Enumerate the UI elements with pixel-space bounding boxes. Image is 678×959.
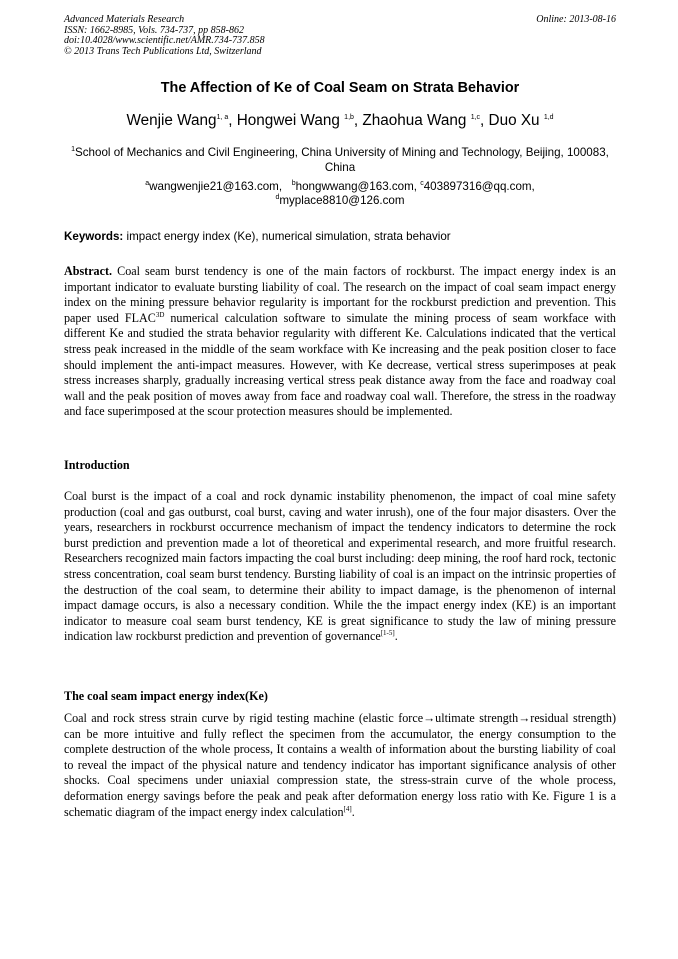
copyright-line: © 2013 Trans Tech Publications Ltd, Switzerland [64,45,262,57]
author-list [64,112,616,130]
email-list [64,180,616,208]
journal-header [64,15,616,57]
citation: [4] [343,804,352,813]
abstract-text-2: numerical calculation software to simulate the mining process of seam workface with different Ke and studied the strata behavior regularity with different Ke. Calculations indicated that the vertical stress peak increased in the middle of the seam workface with Ke increasing and the peak position closer to face should implement the anti-impact measures. However, with Ke decrease, vertical stress superimposes at peak stress increases sharply, gradually increasing vertical stress peak distance away from the face and roadway coal wall and the peak position of moves away from face and roadway coal wall. Therefore, the stress in the roadway and face superimposed at the scour protection measures should be implemented. [64,310,616,419]
doi-line: doi:10.4028/www.scientific.net/AMR.734-737.858 [64,35,265,46]
author-sep: , [480,112,489,129]
author-sep: , [353,112,363,129]
introduction-body [64,489,616,645]
email-c: 403897316@qq.com, [423,180,535,193]
email-b: hongwwang@163.com, [295,180,417,193]
author-name: Wenjie Wang [126,112,217,129]
affiliation-sup: 1 [71,146,76,154]
introduction-text: Coal burst is the impact of a coal and rock dynamic instability phenomenon, the impact of coal mine safety production (coal and gas outburst, coal burst, caving and water inrush), one of the four major disasters. Over the years, researchers in rockburst occurrence mechanism of impact the tendency indicators to determine the rock burst prediction and prevention made a lot of theoretical and experimental research, and more fruitful research. Researchers recognized main factors impacting the coal burst including: deep mining, the roof hard rock, tectonic stress concentration, coal seam burst tendency. Bursting liability of coal is an impact on the intrinsic properties of the destruction of the coal seam, to determine their ability to impact damage, is the phenomenon of internal impact damage occurs, is also a necessary condition. While the the impact energy index (KE) is an important indicator to measure coal seam burst tendency, KE is great significance to study the law of mining pressure indication law rockburst prediction and prevention of governance [64,489,616,644]
section-heading: The coal seam impact energy index(Ke) [64,689,268,703]
author-sup: 1, a [216,113,229,121]
section-body [64,711,616,820]
email-sup: b [291,180,296,188]
author-sup: 1,b [344,113,354,121]
section-text: Coal and rock stress strain curve by rigid testing machine (elastic force→ultimate strength→residual strength) can be more intuitive and fully reflect the specimen from the accumulator, the energy consumption to the complete destruction of the whole process, It contains a wealth of information about the bursting liability of coal to reveal the impact of the physical nature and tendency indicator has important significance analysis of other shocks. Coal specimens under uniaxial compression state, the stress-strain curve of the whole process, deformation energy savings before the peak and peak after deformation energy loss ratio with Ke. Figure 1 is a schematic diagram of the impact energy index calculation [64,711,616,819]
email-a: wangwenjie21@163.com, [149,180,283,193]
section-end: . [351,804,355,819]
affiliation [64,145,616,175]
keywords [64,230,616,243]
author-name: Zhaohua Wang [362,112,471,129]
journal-name: Advanced Materials Research [64,14,185,25]
author-sep: , [228,112,237,129]
abstract [64,264,616,420]
affiliation-text: School of Mechanics and Civil Engineering, China University of Mining and Technology, Beijing, 100083, China [75,146,609,174]
paper-title: The Affection of Ke of Coal Seam on Strata Behavior [160,80,520,96]
issn-line: ISSN: 1662-8985, Vols. 734-737, pp 858-862 [64,24,244,36]
email-sup: d [275,194,280,202]
author-name: Duo Xu [488,112,544,129]
abstract-label: Abstract. [64,264,113,278]
author-sup: 1,d [543,113,554,121]
introduction-end: . [394,629,398,644]
author-sup: 1,c [470,113,481,121]
email-d: myplace8810@126.com [279,194,405,207]
author-name: Hongwei Wang [236,112,345,129]
flac-sup: 3D [155,310,165,319]
keywords-text: impact energy index (Ke), numerical simulation, strata behavior [126,230,451,243]
introduction-heading: Introduction [64,458,130,472]
email-sup: c [420,180,424,188]
email-sup: a [145,180,150,188]
keywords-label: Keywords: [64,230,124,243]
online-date: Online: 2013-08-16 [536,14,616,25]
abstract-text-1: Coal seam burst tendency is one of the main factors of rockburst. The impact energy index is an important indicator to evaluate bursting liability of coal. The research on the impact of coal seam impact energy index on the mining pressure behavior regularity is important for the rockburst prediction and prevention. This paper used FLAC [64,264,616,325]
citation: [1-5] [380,629,395,638]
